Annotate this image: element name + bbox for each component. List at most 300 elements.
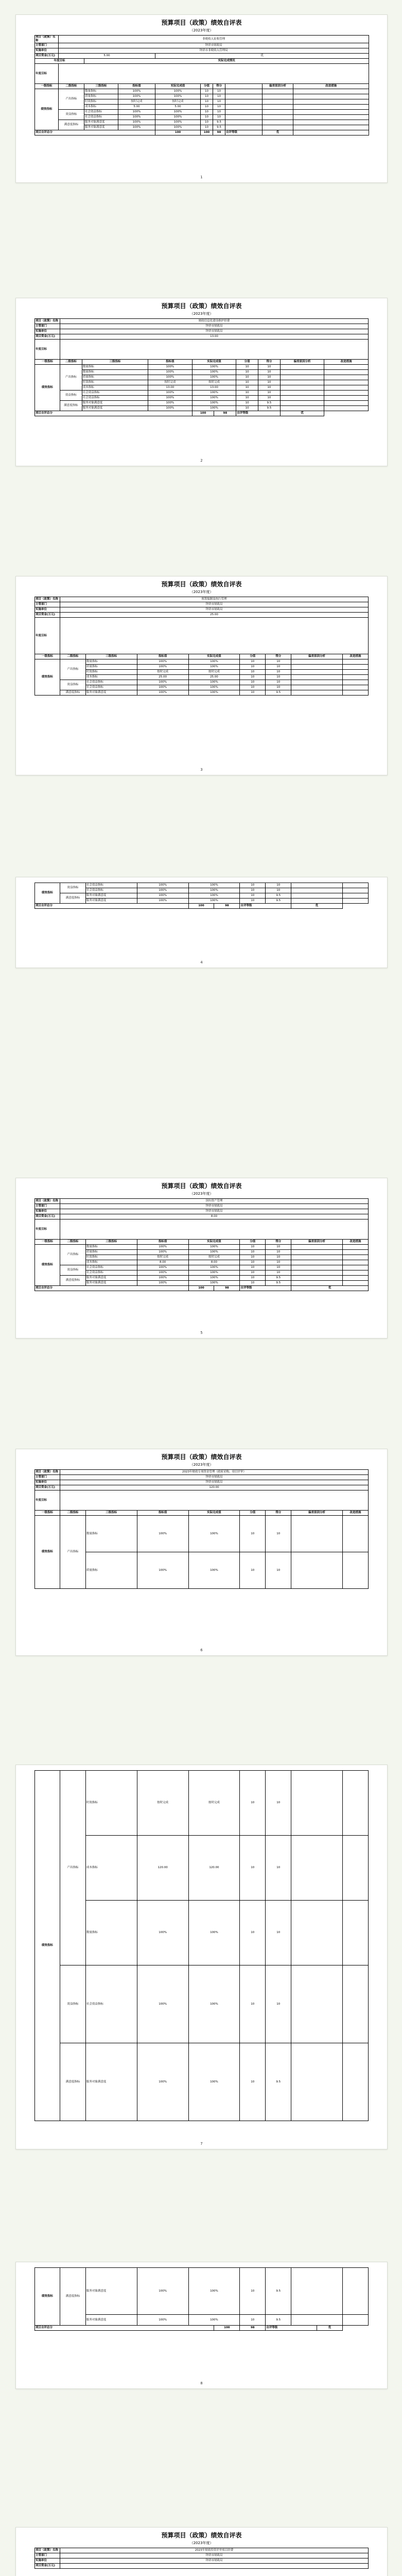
cell: 10: [258, 375, 281, 380]
page-title: 预算项目（政策）绩效自评表: [161, 302, 242, 310]
label: 实施单位: [35, 1209, 60, 1214]
cell: 9.5: [266, 899, 291, 904]
value: 钟祥市财政局: [60, 2553, 369, 2558]
cell: 100%: [148, 370, 193, 375]
page-number: 2: [200, 459, 203, 463]
label: 三级指标: [82, 360, 148, 365]
cell: 10: [240, 883, 266, 888]
cell: 10: [240, 888, 266, 893]
cell: 10: [240, 1250, 266, 1255]
row-label: 产出指标: [60, 1516, 86, 1589]
label: 实施单位: [35, 1480, 60, 1485]
cell: 100%: [118, 125, 155, 130]
cell: 100: [188, 1286, 214, 1291]
cell: 100%: [188, 1281, 240, 1286]
label: 得分: [258, 360, 281, 365]
page-8: [15, 2262, 388, 2389]
label: 年度目标: [35, 1219, 60, 1240]
perf-table: [34, 1198, 369, 1291]
cell: 100%: [188, 2268, 240, 2315]
page-number: 6: [200, 1648, 203, 1652]
cell: 社会效益指标: [84, 110, 118, 115]
cell: 100%: [118, 110, 155, 115]
page-9: [15, 2527, 388, 2576]
page-number: 3: [200, 768, 203, 772]
blank-text: [59, 64, 369, 84]
cell: 100%: [137, 1276, 188, 1281]
label: 绩效指标: [35, 89, 59, 130]
cell: 100%: [118, 89, 155, 94]
cell: 8.00: [188, 1260, 240, 1265]
cell: 10: [240, 1552, 266, 1589]
cell: 100%: [192, 370, 236, 375]
row-label: 效益指标: [60, 1265, 86, 1276]
cell: 100%: [188, 1276, 240, 1281]
label: 三级指标: [85, 1240, 137, 1245]
cell: 100%: [137, 2268, 188, 2315]
cell: 社会效益指标: [85, 680, 137, 685]
label: 年度目标: [35, 618, 60, 654]
label: 绩效指标: [35, 2268, 60, 2326]
cell: 服务对象满意度: [85, 893, 137, 899]
page-2: [15, 298, 388, 466]
cell: 100%: [188, 1516, 240, 1552]
cell: 社会效益指标: [82, 391, 148, 396]
page-year: （2023年度）: [189, 2541, 214, 2545]
cell: 100%: [188, 899, 240, 904]
cell: 按时完成: [137, 670, 188, 675]
cell: 100%: [192, 396, 236, 401]
cell: 质量指标: [82, 375, 148, 380]
cell: 10: [240, 893, 266, 899]
cell: 10: [266, 680, 291, 685]
cell: 9.5: [266, 893, 291, 899]
cell: 10: [236, 385, 258, 391]
cell: 10: [213, 105, 225, 110]
cell: 服务对象满意度: [85, 690, 137, 696]
cell: 100%: [188, 883, 240, 888]
perf-table: [34, 2267, 369, 2331]
cell: 100%: [148, 396, 193, 401]
cell: 10: [258, 370, 281, 375]
value: 钟祥市财政局: [60, 324, 369, 329]
cell: 10: [201, 120, 213, 125]
page-number: 8: [200, 2381, 203, 2385]
cell: 100%: [148, 401, 193, 406]
cell: 按时完成: [137, 1255, 188, 1260]
cell: 10: [258, 396, 281, 401]
value: 钟祥市财政局: [60, 1209, 369, 1214]
cell: 10: [266, 1270, 291, 1276]
row-label: 满意度指标: [59, 120, 84, 130]
cell: 98: [213, 130, 225, 135]
label: 得分: [266, 654, 291, 659]
cell: 优: [263, 130, 293, 135]
cell: 100%: [137, 685, 188, 690]
cell: 10: [266, 1552, 291, 1589]
cell: 10: [266, 1965, 291, 2043]
value: 8.00: [60, 1214, 369, 1219]
cell: 10: [240, 2315, 266, 2326]
label: 实际完成值: [155, 84, 201, 89]
cell: 100%: [188, 665, 240, 670]
cell: 数量指标: [85, 1901, 137, 1965]
cell: 10: [266, 1265, 291, 1270]
row-label: 满意度指标: [60, 2043, 86, 2121]
cell: 5.00: [155, 105, 201, 110]
cell: 时效指标: [84, 99, 118, 105]
label: 项目自评总分: [35, 411, 193, 416]
cell: 100%: [188, 1270, 240, 1276]
cell: 100%: [137, 665, 188, 670]
cell: 10: [213, 94, 225, 99]
cell: 10: [213, 115, 225, 120]
label: 指标值: [137, 1511, 188, 1516]
cell: 质量指标: [85, 665, 137, 670]
cell: 10: [201, 125, 213, 130]
page-year: （2023年度）: [189, 1192, 214, 1196]
cell: 98: [240, 2326, 266, 2331]
cell: 100%: [188, 680, 240, 685]
cell: 10: [266, 1245, 291, 1250]
cell: 10: [240, 2268, 266, 2315]
label: 指标值: [137, 1240, 188, 1245]
cell: 按时完成: [188, 670, 240, 675]
page-5: [15, 1178, 388, 1338]
value: 钟祥市财政局: [60, 602, 369, 607]
cell: 10: [201, 115, 213, 120]
label: 项目（政策）名称: [35, 2548, 60, 2553]
cell: 100%: [188, 1265, 240, 1270]
value: 120.00: [60, 1485, 369, 1490]
cell: 10: [266, 1250, 291, 1255]
cell: 社会效益指标: [84, 115, 118, 120]
label: 自评等级: [236, 411, 281, 416]
label: 分值: [240, 1511, 266, 1516]
label: 分值: [236, 360, 258, 365]
cell: 98: [214, 1286, 240, 1291]
cell: 100%: [188, 659, 240, 665]
label: 项目资金(万元): [35, 1214, 60, 1219]
row-label: 满意度指标: [60, 690, 86, 696]
cell: 100: [201, 130, 213, 135]
row-label: 效益指标: [60, 391, 82, 401]
label: 项目（政策）名称: [35, 1470, 60, 1475]
cell: 10: [258, 391, 281, 396]
cell: 100%: [137, 1270, 188, 1276]
label: 项目自评总分: [35, 904, 189, 909]
label: 项目自评总分: [35, 2326, 214, 2331]
cell: 10: [236, 375, 258, 380]
value: 钟祥市财政局: [59, 43, 369, 48]
label: 绩效指标: [35, 1516, 60, 1589]
perf-table: [34, 318, 369, 416]
label: 指标值: [148, 360, 193, 365]
page-number: 4: [200, 960, 203, 964]
label: 年度目标: [35, 340, 60, 360]
label: 实际完成值: [188, 654, 240, 659]
cell: 10: [240, 1836, 266, 1901]
cell: 按时完成: [148, 380, 193, 385]
cell: 社会效益指标: [85, 883, 137, 888]
value: 钟祥市财政局: [60, 1475, 369, 1480]
cell: 10: [236, 401, 258, 406]
row-label: 产出指标: [60, 365, 82, 391]
value: 2023年财政投资评审项目经费: [60, 2548, 369, 2553]
row-label: 产出指标: [60, 659, 86, 680]
cell: 成本指标: [85, 1836, 137, 1901]
value: 非税收入征收管理: [59, 36, 369, 43]
label: 项目（政策）名称: [35, 1199, 60, 1204]
cell: 10: [213, 89, 225, 94]
cell: 100%: [137, 1965, 188, 2043]
label: 指标值: [118, 84, 155, 89]
row-label: 产出指标: [60, 1245, 86, 1265]
cell: 100%: [188, 1965, 240, 2043]
label: 偏差原因分析: [291, 1240, 343, 1245]
perf-table: [34, 597, 369, 696]
label: 偏差原因分析: [291, 1511, 343, 1516]
label: 实施单位: [35, 329, 60, 334]
value: 钟祥市非税收入管理局: [59, 48, 369, 54]
cell: 成本指标: [84, 105, 118, 110]
row-label: 满意度指标: [60, 1276, 86, 1286]
cell: 9.5: [266, 2043, 291, 2121]
cell: 数量指标: [85, 1516, 137, 1552]
cell: 服务对象满意度: [85, 1281, 137, 1286]
row-label: 满意度指标: [60, 401, 82, 411]
cell: 100%: [188, 893, 240, 899]
cell: 10: [240, 659, 266, 665]
page-6: [15, 1449, 388, 1656]
page-number: 7: [200, 2142, 203, 2146]
label: 自评等级: [240, 1286, 291, 1291]
cell: 100%: [192, 365, 236, 370]
cell: 服务对象满意度: [85, 2043, 137, 2121]
value: 2023年财政专项资金管理（政府采购、项目评审）: [60, 1470, 369, 1475]
cell: 100%: [137, 899, 188, 904]
cell: 9.5: [266, 2315, 291, 2326]
cell: 100%: [192, 391, 236, 396]
cell: 10: [240, 680, 266, 685]
cell: 成本指标: [85, 1260, 137, 1265]
cell: 10: [266, 1771, 291, 1836]
cell: 10: [266, 675, 291, 680]
label: 主管部门: [35, 1204, 60, 1209]
cell: 服务对象满意度: [85, 899, 137, 904]
label: 改进措施: [293, 84, 369, 89]
label: 分值: [240, 654, 266, 659]
page-year: （2023年度）: [189, 590, 214, 594]
label: 绩效指标: [35, 883, 60, 904]
label: 项目资金(万元): [35, 1485, 60, 1490]
label: 偏差原因分析: [291, 654, 343, 659]
cell: 100%: [188, 690, 240, 696]
label: 绩效指标: [35, 659, 60, 696]
cell: 100%: [137, 1516, 188, 1552]
label: 自评等级: [266, 2326, 317, 2331]
cell: 10: [201, 89, 213, 94]
label: 实际完成值: [188, 1511, 240, 1516]
label: 改进措施: [342, 1240, 368, 1245]
cell: 按时完成: [137, 1771, 188, 1836]
cell: 100%: [188, 2043, 240, 2121]
label: 项目（政策）名称: [35, 319, 60, 324]
cell: 100: [188, 904, 214, 909]
value: 钟祥市财政局: [60, 2558, 369, 2564]
page-year: （2023年度）: [189, 28, 214, 32]
cell: 10: [201, 94, 213, 99]
cell: 100%: [188, 888, 240, 893]
label: 二级指标: [60, 360, 82, 365]
label: 实际完成值: [188, 1240, 240, 1245]
cell: 100%: [155, 120, 201, 125]
cell: 数量指标: [85, 659, 137, 665]
value: 钟祥市财政局: [60, 1204, 369, 1209]
label: 得分: [213, 84, 225, 89]
row-label: 产出指标: [60, 1771, 86, 1965]
cell: 100%: [137, 1265, 188, 1270]
cell: 100%: [192, 406, 236, 411]
cell: 服务对象满意度: [84, 120, 118, 125]
label: 自评等级: [240, 904, 291, 909]
page-7: [15, 1765, 388, 2149]
label: 二级指标: [60, 654, 86, 659]
label: 项目（政策）名称: [35, 597, 60, 602]
value: 预算编制及执行管理: [60, 597, 369, 602]
label: 实际完成情况: [84, 59, 369, 64]
label: 得分: [266, 1240, 291, 1245]
cell: 10: [266, 670, 291, 675]
cell: 10: [240, 1270, 266, 1276]
cell: 10: [266, 665, 291, 670]
cell: 100%: [192, 401, 236, 406]
label: 项目资金(万元): [35, 54, 59, 59]
cell: 10: [201, 105, 213, 110]
cell: 100%: [155, 94, 201, 99]
label: 改进措施: [324, 360, 369, 365]
label: 二级指标: [60, 1240, 86, 1245]
cell: 服务对象满意度: [85, 2315, 137, 2326]
label: 年度目标: [35, 1490, 60, 1511]
label: 一级指标: [35, 360, 60, 365]
cell: 时效指标: [85, 670, 137, 675]
label: 一级指标: [35, 1511, 60, 1516]
cell: 社会效益指标: [85, 685, 137, 690]
cell: 13.00: [192, 385, 236, 391]
page-year: （2023年度）: [189, 1463, 214, 1467]
cell: 100%: [137, 1250, 188, 1255]
cell: 时效指标: [82, 380, 148, 385]
cell: 100%: [137, 1552, 188, 1589]
cell: 5.00: [118, 105, 155, 110]
cell: 10: [266, 1260, 291, 1265]
perf-table: [34, 2548, 369, 2569]
cell: 10: [266, 1836, 291, 1901]
cell: 10: [201, 110, 213, 115]
label: 项目自评总分: [35, 1286, 189, 1291]
cell: 100%: [148, 391, 193, 396]
cell: 9.5: [266, 690, 291, 696]
cell: 优: [280, 411, 324, 416]
cell: 100%: [188, 1901, 240, 1965]
label: 项目资金(万元): [35, 334, 60, 340]
label: 绩效指标: [35, 1245, 60, 1286]
cell: 9.5: [258, 406, 281, 411]
label: 项目自评总分: [35, 130, 155, 135]
label: 一级指标: [35, 654, 60, 659]
cell: 10: [240, 665, 266, 670]
cell: 服务对象满意度: [82, 401, 148, 406]
cell: 10: [266, 888, 291, 893]
label: 主管部门: [35, 324, 60, 329]
label: 偏差原因分析: [280, 360, 324, 365]
cell: 10: [266, 1901, 291, 1965]
label: 指标值: [137, 654, 188, 659]
cell: 10: [240, 1901, 266, 1965]
cell: 质量指标: [85, 1552, 137, 1589]
cell: 社会效益指标: [82, 396, 148, 401]
label: 主管部门: [35, 1475, 60, 1480]
row-label: 效益指标: [60, 1965, 86, 2043]
page-4: [15, 877, 388, 968]
cell: 100%: [155, 110, 201, 115]
cell: 优: [291, 1286, 369, 1291]
label: 一级指标: [35, 84, 59, 89]
cell: 社会效益指标: [85, 1965, 137, 2043]
page-title: 预算项目（政策）绩效自评表: [161, 2532, 242, 2539]
cell: 10: [240, 1276, 266, 1281]
value: 优: [155, 54, 369, 59]
row-label: 效益指标: [59, 110, 84, 120]
label: 年度目标: [35, 64, 59, 84]
cell: 100%: [155, 115, 201, 120]
label: 主管部门: [35, 602, 60, 607]
label: 得分: [266, 1511, 291, 1516]
cell: 100%: [137, 883, 188, 888]
page-3: [15, 576, 388, 775]
cell: 10: [240, 1516, 266, 1552]
page-title: 预算项目（政策）绩效自评表: [161, 1453, 242, 1461]
cell: 8.00: [137, 1260, 188, 1265]
label: 三级指标: [85, 1511, 137, 1516]
row-label: 产出指标: [59, 89, 84, 110]
cell: 100%: [137, 690, 188, 696]
cell: 100%: [137, 1281, 188, 1286]
value: 13.00: [60, 334, 369, 340]
cell: 服务对象满意度: [85, 1276, 137, 1281]
cell: 10: [236, 396, 258, 401]
cell: 数量指标: [82, 365, 148, 370]
cell: 9.5: [213, 120, 225, 125]
cell: 社会效益指标: [85, 888, 137, 893]
value: 25.00: [60, 613, 369, 618]
row-label: 效益指标: [60, 680, 86, 690]
cell: 数量指标: [84, 89, 118, 94]
cell: 10: [240, 690, 266, 696]
perf-table: [34, 35, 369, 135]
label: 二级指标: [59, 84, 84, 89]
value: 钟祥市财政局: [60, 329, 369, 334]
cell: 10: [240, 670, 266, 675]
cell: 10: [201, 99, 213, 105]
cell: 按时完成: [155, 99, 201, 105]
label: 偏差原因分析: [263, 84, 293, 89]
page-title: 预算项目（政策）绩效自评表: [161, 1182, 242, 1190]
cell: 社会效益指标: [85, 1270, 137, 1276]
cell: 10: [236, 391, 258, 396]
cell: 100%: [118, 120, 155, 125]
